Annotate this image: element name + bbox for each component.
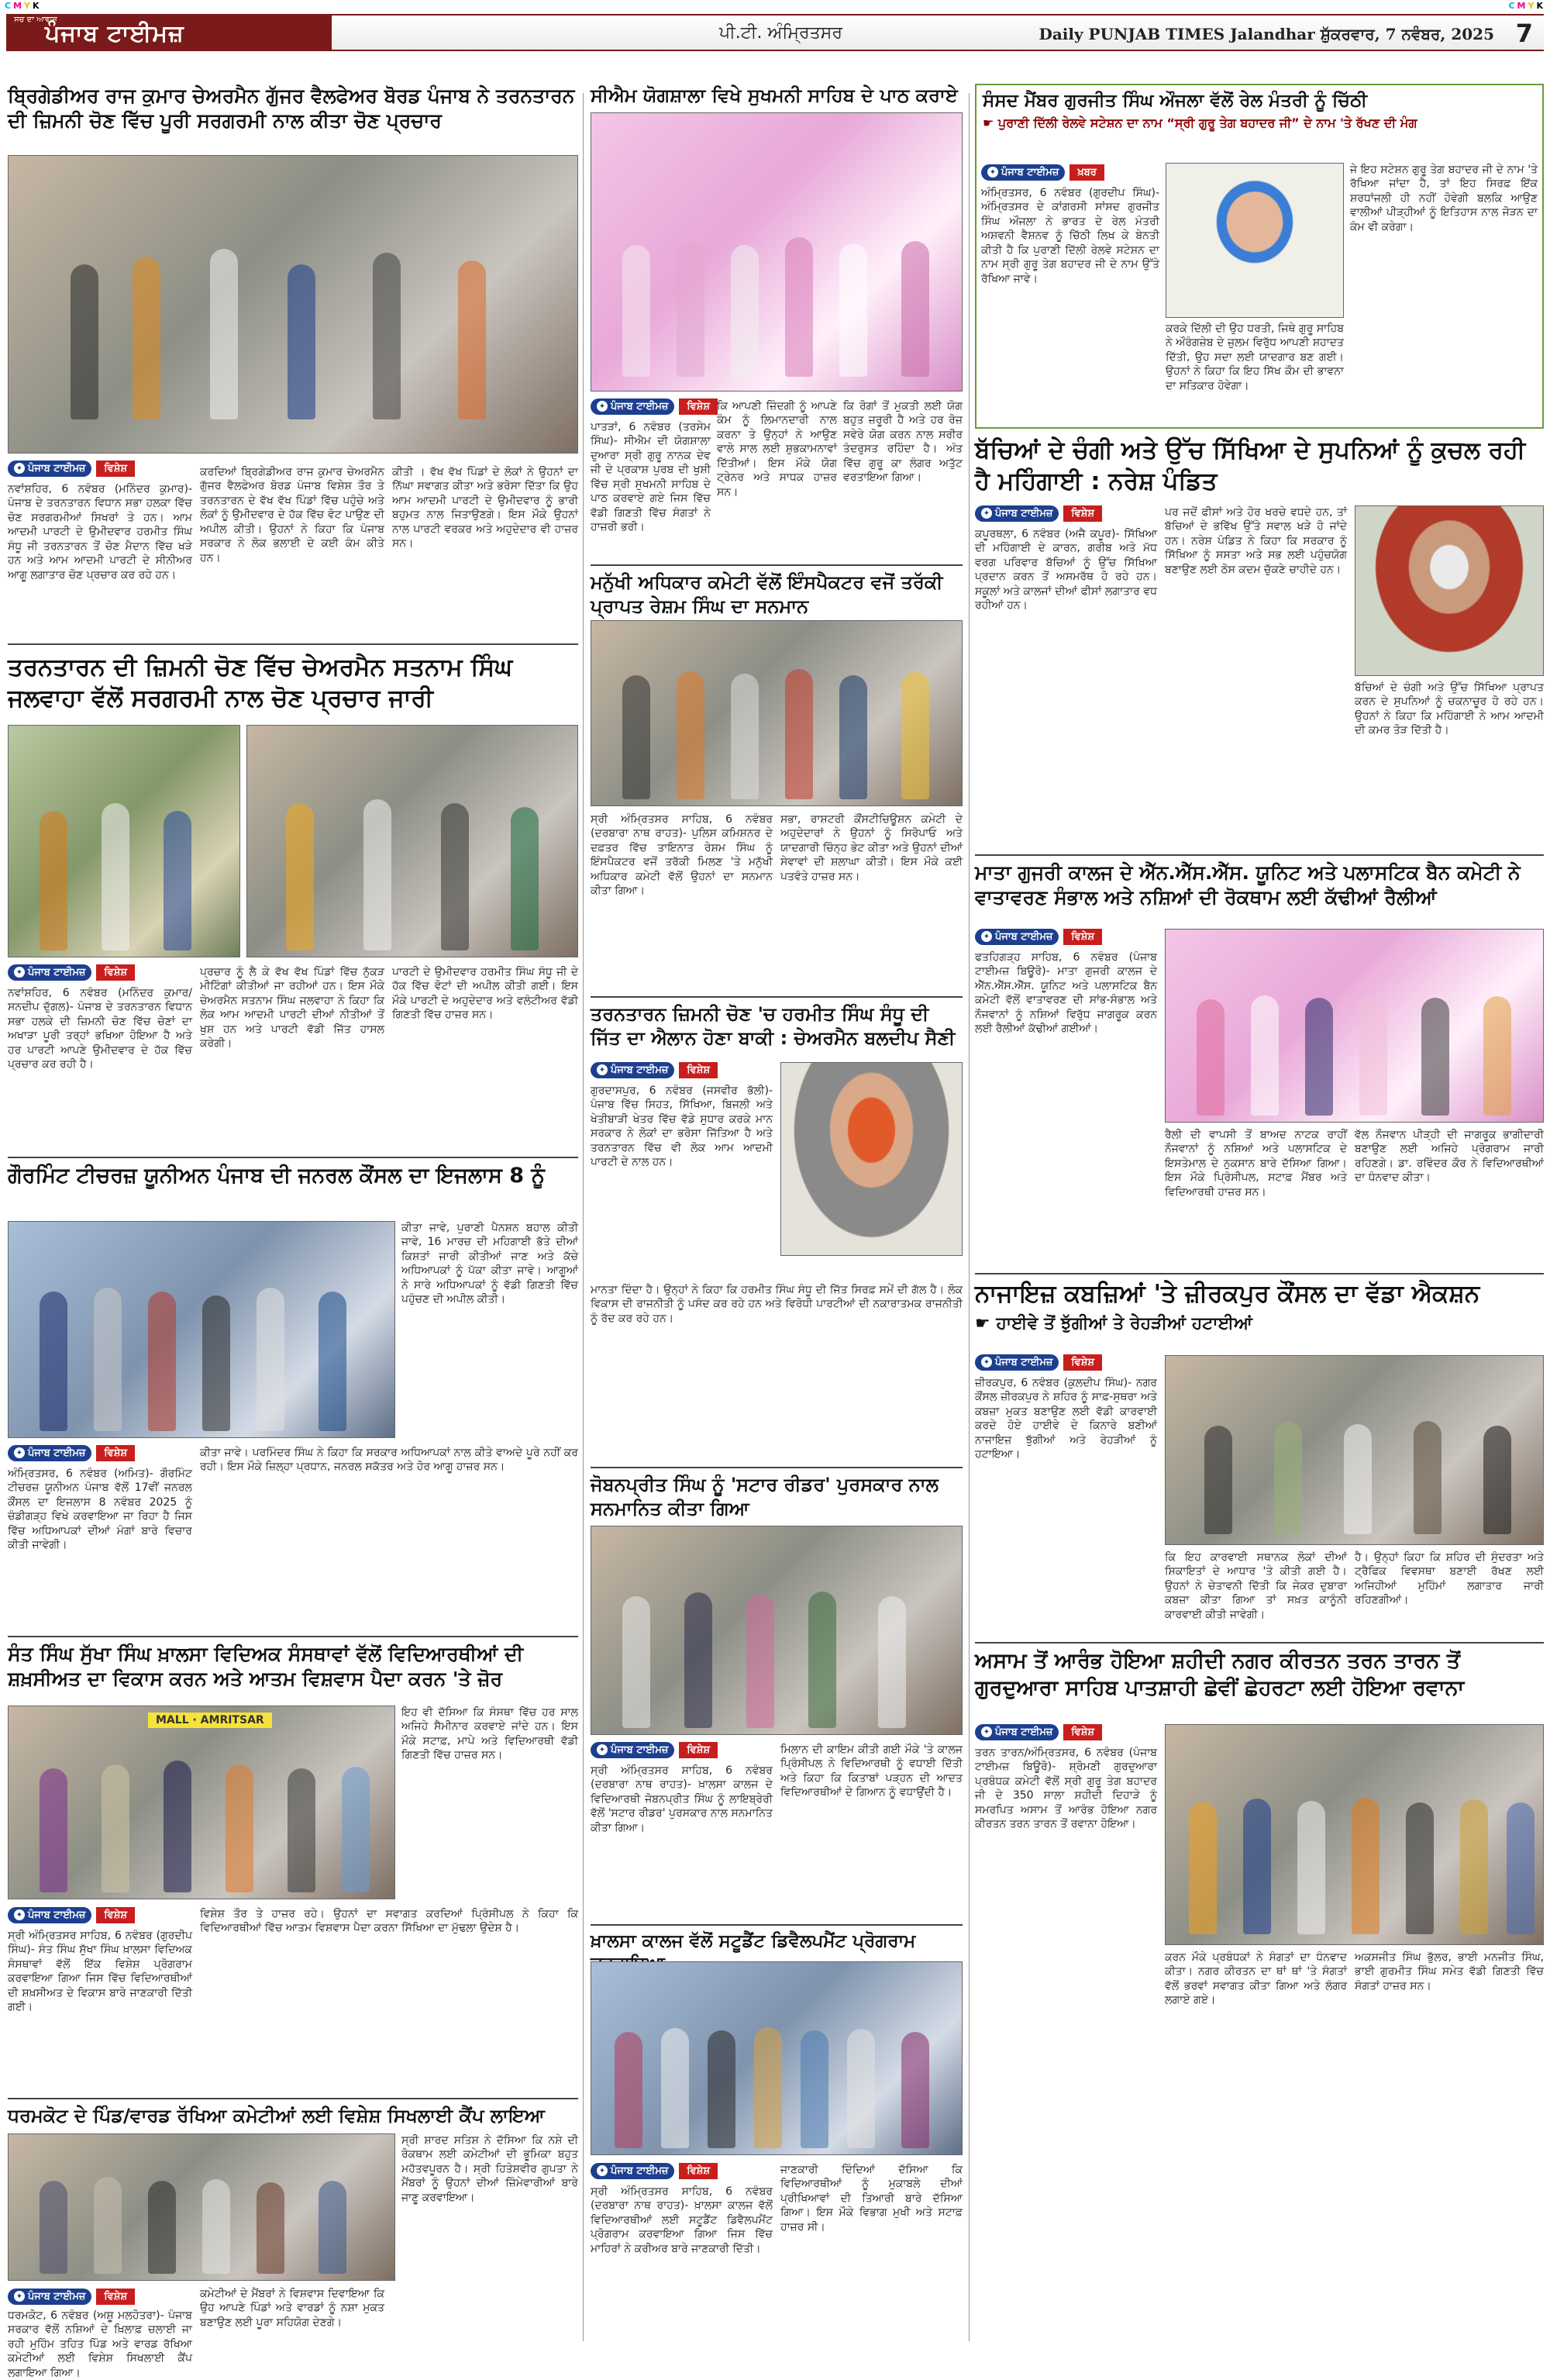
story-photo	[591, 620, 963, 806]
story-body: ਪਾਰਟੀ ਦੇ ਉਮੀਦਵਾਰ ਹਰਮੀਤ ਸਿੰਘ ਸੰਧੂ ਜੀ ਦੇ ਹੱਕ ਵਿੱਚ ਵੋਟਾਂ ਦੀ ਅਪੀਲ ਕੀਤੀ ਗਈ। ਇਸ ਮੌਕੇ ਪਾਰਟੀ ਦੇ ਅਹੁਦੇਦਾਰ ਅਤੇ ਵਲੰਟੀਅਰ ਵੱਡੀ ਗਿਣਤੀ ਵਿੱਚ ਹਾਜ਼ਰ ਸਨ।	[392, 966, 578, 1022]
story-naresh-pandit	[975, 436, 1544, 497]
logo-icon: ✦	[14, 1909, 25, 1920]
headline: ਤਰਨਤਾਰਨ ਦੀ ਜ਼ਿਮਨੀ ਚੋਣ ਵਿੱਚ ਚੇਅਰਮੈਨ ਸਤਨਾਮ ਸਿੰਘ ਜਲਵਾਹਾ ਵੱਲੋਂ ਸਰਗਰਮੀ ਨਾਲ ਚੋਣ ਪ੍ਰਚਾਰ ਜਾਰੀ	[8, 654, 513, 712]
byline	[975, 1353, 1102, 1371]
story-divider	[8, 1636, 578, 1637]
headline: ਖ਼ਾਲਸਾ ਕਾਲਜ ਵੱਲੋਂ ਸਟੂਡੈਂਟ ਡਿਵੈਲਪਮੈਂਟ ਪ੍ਰੋਗਰਾਮ	[591, 1931, 916, 1951]
byline	[591, 1740, 718, 1759]
story-body: ਕਰਕੇ ਦਿੱਲੀ ਦੀ ਉਹ ਧਰਤੀ, ਜਿਥੇ ਗੁਰੂ ਸਾਹਿਬ ਨੇ ਔਰੰਗਜ਼ੇਬ ਦੇ ਜ਼ੁਲਮ ਵਿਰੁੱਧ ਆਪਣੀ ਸ਼ਹਾਦਤ ਦਿੱਤੀ, ਉਹ ਸਦਾ ਲਈ ਯਾਦਗਾਰ ਬਣ ਗਈ। ਉਹਨਾਂ ਨੇ ਕਿਹਾ ਕਿ ਇਹ ਸਿੱਖ ਕੌਮ ਦੀ ਭਾਵਨਾ ਦਾ ਸਤਿਕਾਰ ਹੋਵੇਗਾ।	[1166, 323, 1344, 392]
story-body: ਕਿ ਆਪਣੀ ਜ਼ਿੰਦਗੀ ਨੂੰ ਆਪਣੇ ਕੰਮ ਨੂੰ ਲਿਮਾਨਦਾਰੀ ਨਾਲ ਕਰਨਾ ਤੇ ਉਨ੍ਹਾਂ ਨੇ ਆਉਣ ਵਾਲੇ ਸਾਲ ਲਈ ਸ਼ੁਭਕਾਮਨਾਵਾਂ ਦਿੱਤੀਆਂ। ਇਸ ਮੌਕੇ ਯੋਗ ਟ੍ਰੇਨਰ ਅਤੇ ਸਾਧਕ ਹਾਜ਼ਰ ਸਨ।	[717, 400, 837, 498]
byline-tag: ਵਿਸ਼ੇਸ਼	[1063, 1724, 1102, 1740]
story-body: ਜਾਣਕਾਰੀ ਦਿੰਦਿਆਂ ਦੱਸਿਆ ਕਿ ਵਿਦਿਆਰਥੀਆਂ ਨੂੰ ਮੁਕਾਬਲੇ ਦੀਆਂ ਪ੍ਰੀਖਿਆਵਾਂ ਦੀ ਤਿਆਰੀ ਬਾਰੇ ਦੱਸਿਆ ਗਿਆ। ਇਸ ਮੌਕੇ ਵਿਭਾਗ ਮੁਖੀ ਅਤੇ ਸਟਾਫ਼ ਹਾਜ਼ਰ ਸੀ।	[780, 2164, 963, 2233]
story-photo	[8, 2133, 395, 2281]
story-body: ਸ੍ਰੀ ਸ਼ਾਰਦ ਸਤਿਸ਼ ਨੇ ਦੱਸਿਆ ਕਿ ਨਸ਼ੇ ਦੀ ਰੋਕਥਾਮ ਲਈ ਕਮੇਟੀਆਂ ਦੀ ਭੂਮਿਕਾ ਬਹੁਤ ਮਹੱਤਵਪੂਰਨ ਹੈ। ਸ੍ਰੀ ਹਿਤੇਸ਼ਵੀਰ ਗੁਪਤਾ ਨੇ ਮੈਂਬਰਾਂ ਨੂੰ ਉਹਨਾਂ ਦੀਆਂ ਜ਼ਿੰਮੇਵਾਰੀਆਂ ਬਾਰੇ ਜਾਣੂ ਕਰਵਾਇਆ।	[401, 2134, 578, 2204]
story-body: ਕਿ ਰੋਗਾਂ ਤੋਂ ਮੁਕਤੀ ਲਈ ਯੋਗ ਬਹੁਤ ਜ਼ਰੂਰੀ ਹੈ ਅਤੇ ਹਰ ਰੋਜ਼ ਸਵੇਰੇ ਯੋਗ ਕਰਨ ਨਾਲ ਸਰੀਰ ਤੰਦਰੁਸਤ ਰਹਿੰਦਾ ਹੈ। ਅੰਤ ਵਿੱਚ ਗੁਰੂ ਕਾ ਲੰਗਰ ਅਤੁੱਟ ਵਰਤਾਇਆ ਗਿਆ।	[843, 400, 963, 485]
headline: ਸੰਤ ਸਿੰਘ ਸੁੱਖਾ ਸਿੰਘ ਖ਼ਾਲਸਾ ਵਿਦਿਅਕ ਸੰਸਥਾਵਾਂ ਵੱਲੋਂ ਵਿਦਿਆਰਥੀਆਂ ਦੀ ਸ਼ਖ਼ਸੀਅਤ ਦਾ ਵਿਕਾਸ ਕਰਨ ਅਤੇ ਆਤਮ ਵਿਸ਼ਵਾਸ ਪੈਦਾ ਕਰਨ 'ਤੇ ਜ਼ੋਰ	[8, 1643, 524, 1690]
byline-tag: ਵਿਸ਼ੇਸ਼	[96, 964, 135, 981]
byline-tag: ਵਿਸ਼ੇਸ਼	[1063, 505, 1102, 522]
story-mata-gujri-college	[975, 861, 1544, 910]
page-number: 7	[1515, 19, 1533, 48]
byline	[8, 459, 135, 478]
story-resham-singh	[591, 571, 963, 618]
story-nagar-kirtan	[975, 1648, 1544, 1702]
byline-logo: ✦ ਪੰਜਾਬ ਟਾਈਮਜ਼	[591, 2163, 674, 2179]
headline: ਮਨੁੱਖੀ ਅਧਿਕਾਰ ਕਮੇਟੀ ਵੱਲੋਂ ਇੰਸਪੈਕਟਰ ਵਜੋਂ ਤਰੱਕੀ ਪ੍ਰਾਪਤ ਰੇਸ਼ਮ ਸਿੰਘ ਦਾ ਸਨਮਾਨ	[591, 571, 943, 617]
story-body: ਪ੍ਰਚਾਰ ਨੂੰ ਲੈ ਕੇ ਵੱਖ ਵੱਖ ਪਿੰਡਾਂ ਵਿੱਚ ਨੁੱਕੜ ਮੀਟਿੰਗਾਂ ਕੀਤੀਆਂ ਜਾ ਰਹੀਆਂ ਹਨ। ਇਸ ਮੌਕੇ ਚੇਅਰਮੈਨ ਸਤਨਾਮ ਸਿੰਘ ਜਲਵਾਹਾ ਨੇ ਕਿਹਾ ਕਿ ਲੋਕ ਆਮ ਆਦਮੀ ਪਾਰਟੀ ਦੀਆਂ ਨੀਤੀਆਂ ਤੋਂ ਖੁਸ਼ ਹਨ ਅਤੇ ਪਾਰਟੀ ਵੱਡੀ ਜਿੱਤ ਹਾਸਲ ਕਰੇਗੀ।	[200, 966, 384, 1050]
headline: ਸੰਸਦ ਮੈਂਬਰ ਗੁਰਜੀਤ ਸਿੰਘ ਔਜਲਾ ਵੱਲੋਂ ਰੇਲ ਮੰਤਰੀ ਨੂੰ ਚਿੱਠੀ	[983, 91, 1368, 111]
logo-icon: ✦	[987, 167, 998, 178]
story-body: ਜੇ ਇਹ ਸਟੇਸ਼ਨ ਗੁਰੂ ਤੇਗ ਬਹਾਦਰ ਜੀ ਦੇ ਨਾਮ 'ਤੇ ਰੱਖਿਆ ਜਾਂਦਾ ਹੈ, ਤਾਂ ਇਹ ਸਿਰਫ਼ ਇੱਕ ਸ਼ਰਧਾਂਜਲੀ ਹੀ ਨਹੀਂ ਹੋਵੇਗੀ ਬਲਕਿ ਆਉਣ ਵਾਲੀਆਂ ਪੀੜ੍ਹੀਆਂ ਨੂੰ ਇਤਿਹਾਸ ਨਾਲ ਜੋੜਨ ਦਾ ਕੰਮ ਵੀ ਕਰੇਗਾ।	[1350, 164, 1538, 233]
story-zirakpur-council	[975, 1279, 1544, 1335]
headline: ਧਰਮਕੋਟ ਦੇ ਪਿੰਡ/ਵਾਰਡ ਰੱਖਿਆ ਕਮੇਟੀਆਂ ਲਈ ਵਿਸ਼ੇਸ਼ ਸਿਖਲਾਈ ਕੈਂਪ ਲਾਇਆ	[8, 2105, 545, 2126]
cmyk-mark-left: CMYK	[5, 1, 42, 11]
story-divider	[975, 1642, 1544, 1644]
story-divider	[975, 854, 1544, 856]
byline	[8, 1906, 135, 1924]
story-photo	[246, 725, 578, 957]
column-divider	[583, 93, 584, 2341]
story-photo	[8, 1221, 395, 1438]
masthead-tagline: ਸਚ ਦਾ ਆਵਾਜ਼	[14, 16, 57, 24]
story-body: ਕਪੂਰਥਲਾ, 6 ਨਵੰਬਰ (ਅਜੈ ਕਪੂਰ)- ਸਿੱਖਿਆ ਦੀ ਮਹਿੰਗਾਈ ਦੇ ਕਾਰਨ, ਗਰੀਬ ਅਤੇ ਮੱਧ ਵਰਗ ਪਰਿਵਾਰ ਬੱਚਿਆਂ ਨੂੰ ਉੱਚ ਸਿੱਖਿਆ ਪ੍ਰਦਾਨ ਕਰਨ ਤੋਂ ਅਸਮਰੱਥ ਹੋ ਰਹੇ ਹਨ। ਸਕੂਲਾਂ ਅਤੇ ਕਾਲਜਾਂ ਦੀਆਂ ਫੀਸਾਂ ਲਗਾਤਾਰ ਵਧ ਰਹੀਆਂ ਹਨ।	[975, 528, 1157, 612]
byline	[8, 1444, 135, 1462]
logo-icon: ✦	[597, 2165, 608, 2176]
headline: ਗੌਰਮਿੰਟ ਟੀਚਰਜ਼ ਯੂਨੀਅਨ ਪੰਜਾਬ ਦੀ ਜਨਰਲ ਕੌਂਸਲ ਦਾ ਇਜਲਾਸ 8 ਨੂੰ	[8, 1164, 545, 1188]
story-body: ਨਵਾਂਸ਼ਹਿਰ, 6 ਨਵੰਬਰ (ਮਨਿੰਦਰ ਕੁਮਾਰ)- ਪੰਜਾਬ ਦੇ ਤਰਨਤਾਰਨ ਵਿਧਾਨ ਸਭਾ ਹਲਕਾ ਵਿੱਚ ਚੋਣ ਸਰਗਰਮੀਆਂ ਸਿਖਰਾਂ ਤੇ ਹਨ। ਆਮ ਆਦਮੀ ਪਾਰਟੀ ਦੇ ਉਮੀਦਵਾਰ ਹਰਮੀਤ ਸਿੰਘ ਸੰਧੂ ਜੀ ਤਰਨਤਾਰਨ ਤੋਂ ਚੋਣ ਮੈਦਾਨ ਵਿੱਚ ਖੜੇ ਹਨ ਅਤੇ ਆਮ ਆਦਮੀ ਪਾਰਟੀ ਦੇ ਸੀਨੀਅਰ ਆਗੂ ਲਗਾਤਾਰ ਚੋਣ ਪ੍ਰਚਾਰ ਕਰ ਰਹੇ ਹਨ।	[8, 483, 192, 581]
story-photo	[1165, 929, 1544, 1123]
byline-logo: ✦ ਪੰਜਾਬ ਟਾਈਮਜ਼	[8, 2289, 91, 2305]
story-body: ਮਾਨਤਾ ਦਿੰਦਾ ਹੈ। ਉਨ੍ਹਾਂ ਨੇ ਕਿਹਾ ਕਿ ਹਰਮੀਤ ਸਿੰਘ ਸੰਧੂ ਦੀ ਜਿੱਤ ਸਿਰਫ਼ ਸਮੇਂ ਦੀ ਗੱਲ ਹੈ। ਲੋਕ ਵਿਕਾਸ ਦੀ ਰਾਜਨੀਤੀ ਨੂੰ ਪਸੰਦ ਕਰ ਰਹੇ ਹਨ ਅਤੇ ਵਿਰੋਧੀ ਪਾਰਟੀਆਂ ਦੀ ਨਕਾਰਾਤਮਕ ਰਾਜਨੀਤੀ ਨੂੰ ਰੱਦ ਕਰ ਰਹੇ ਹਨ।	[591, 1284, 963, 1325]
byline-logo: ✦ ਪੰਜਾਬ ਟਾਈਮਜ਼	[8, 1445, 91, 1461]
byline-logo: ✦ ਪੰਜਾਬ ਟਾਈਮਜ਼	[8, 1907, 91, 1923]
registration-strip	[0, 0, 1550, 11]
story-baldeep-saini	[591, 1002, 963, 1050]
masthead	[6, 14, 1544, 51]
byline-logo: ✦ ਪੰਜਾਬ ਟਾਈਮਜ਼	[591, 398, 674, 415]
byline-tag: ਵਿਸ਼ੇਸ਼	[679, 1062, 718, 1078]
story-photo	[8, 155, 578, 454]
story-body: ਨਵਾਂਸ਼ਹਿਰ, 6 ਨਵੰਬਰ (ਮਨਿੰਦਰ ਕੁਮਾਰ/ਸਨਦੀਪ ਦੁੱਗਲ)- ਪੰਜਾਬ ਦੇ ਤਰਨਤਾਰਨ ਵਿਧਾਨ ਸਭਾ ਹਲਕੇ ਦੀ ਜ਼ਿਮਨੀ ਚੋਣ ਵਿੱਚ ਚੋਣਾਂ ਦਾ ਅਖਾੜਾ ਪੂਰੀ ਤਰ੍ਹਾਂ ਭਖਿਆ ਹੋਇਆ ਹੈ ਅਤੇ ਹਰ ਪਾਰਟੀ ਆਪਣੇ ਉਮੀਦਵਾਰ ਦੇ ਹੱਕ ਵਿੱਚ ਪ੍ਰਚਾਰ ਕਰ ਰਹੀ ਹੈ।	[8, 987, 192, 1071]
logo-icon: ✦	[14, 463, 25, 474]
byline	[591, 397, 718, 416]
story-body: ਪਾਤੜਾਂ, 6 ਨਵੰਬਰ (ਤਰਸੇਮ ਸਿੰਘ)- ਸੀਐਮ ਦੀ ਯੋਗਸ਼ਾਲਾ ਦੁਆਰਾ ਸ੍ਰੀ ਗੁਰੂ ਨਾਨਕ ਦੇਵ ਜੀ ਦੇ ਪ੍ਰਕਾਸ਼ ਪੁਰਬ ਦੀ ਖੁਸ਼ੀ ਵਿੱਚ ਸ੍ਰੀ ਸੁਖਮਨੀ ਸਾਹਿਬ ਦੇ ਪਾਠ ਕਰਵਾਏ ਗਏ ਜਿਸ ਵਿੱਚ ਵੱਡੀ ਗਿਣਤੀ ਵਿੱਚ ਸੰਗਤਾਂ ਨੇ ਹਾਜ਼ਰੀ ਭਰੀ।	[591, 421, 711, 534]
masthead-date: Daily PUNJAB TIMES Jalandhar ਸ਼ੁੱਕਰਵਾਰ, 7 ਨਵੰਬਰ, 2025	[1038, 25, 1494, 43]
story-body: ਬੱਚਿਆਂ ਦੇ ਚੰਗੀ ਅਤੇ ਉੱਚ ਸਿੱਖਿਆ ਪ੍ਰਾਪਤ ਕਰਨ ਦੇ ਸੁਪਨਿਆਂ ਨੂੰ ਚਕਨਾਚੂਰ ਹੋ ਰਹੇ ਹਨ। ਉਹਨਾਂ ਨੇ ਕਿਹਾ ਕਿ ਮਹਿੰਗਾਈ ਨੇ ਆਮ ਆਦਮੀ ਦੀ ਕਮਰ ਤੋੜ ਦਿੱਤੀ ਹੈ।	[1355, 681, 1544, 737]
masthead-title: ਪੰਜਾਬ ਟਾਈਮਜ਼	[45, 20, 184, 47]
story-photo	[591, 1961, 963, 2155]
headline: ਅਸਾਮ ਤੋਂ ਆਰੰਭ ਹੋਇਆ ਸ਼ਹੀਦੀ ਨਗਰ ਕੀਰਤਨ ਤਰਨ ਤਾਰਨ ਤੋਂ ਗੁਰਦੁਆਰਾ ਸਾਹਿਬ ਪਾਤਸ਼ਾਹੀ ਛੇਵੀਂ ਛੇਹਰਟਾ ਲਈ ਹੋਇਆ ਰਵਾਨਾ	[975, 1649, 1465, 1700]
story-body: ਸ੍ਰੀ ਅੰਮ੍ਰਿਤਸਰ ਸਾਹਿਬ, 6 ਨਵੰਬਰ (ਦਰਬਾਰਾ ਨਾਥ ਰਾਹਤ)- ਪੁਲਿਸ ਕਮਿਸ਼ਨਰ ਦੇ ਦਫ਼ਤਰ ਵਿੱਚ ਤਾਇਨਾਤ ਰੇਸ਼ਮ ਸਿੰਘ ਨੂੰ ਇੰਸਪੈਕਟਰ ਵਜੋਂ ਤਰੱਕੀ ਮਿਲਣ 'ਤੇ ਮਨੁੱਖੀ ਅਧਿਕਾਰ ਕਮੇਟੀ ਵੱਲੋਂ ਉਹਨਾਂ ਦਾ ਸਨਮਾਨ ਕੀਤਾ ਗਿਆ।	[591, 813, 773, 898]
byline	[981, 163, 1104, 181]
photo-banner: MALL · AMRITSAR	[148, 1713, 272, 1728]
story-body: ਤਰਨ ਤਾਰਨ/ਅੰਮ੍ਰਿਤਸਰ, 6 ਨਵੰਬਰ (ਪੰਜਾਬ ਟਾਈਮਜ਼ ਬਿਊਰੋ)- ਸ਼੍ਰੋਮਣੀ ਗੁਰਦੁਆਰਾ ਪ੍ਰਬੰਧਕ ਕਮੇਟੀ ਵੱਲੋਂ ਸ੍ਰੀ ਗੁਰੂ ਤੇਗ ਬਹਾਦਰ ਜੀ ਦੇ 350 ਸਾਲਾ ਸ਼ਹੀਦੀ ਦਿਹਾੜੇ ਨੂੰ ਸਮਰਪਿਤ ਅਸਾਮ ਤੋਂ ਆਰੰਭ ਹੋਇਆ ਨਗਰ ਕੀਰਤਨ ਤਰਨ ਤਾਰਨ ਤੋਂ ਰਵਾਨਾ ਹੋਇਆ।	[975, 1747, 1157, 1831]
story-brigadier-raj-kumar	[8, 84, 578, 133]
story-star-reader	[591, 1473, 963, 1520]
story-divider	[8, 1157, 578, 1158]
byline	[591, 2161, 718, 2180]
byline-logo: ✦ ਪੰਜਾਬ ਟਾਈਮਜ਼	[975, 1354, 1059, 1371]
story-body: ਸਭਾ, ਰਾਸ਼ਟਰੀ ਕੌਂਸਟੀਚਿਊਸ਼ਨ ਕਮੇਟੀ ਦੇ ਅਹੁਦੇਦਾਰਾਂ ਨੇ ਉਹਨਾਂ ਨੂੰ ਸਿਰੋਪਾਓ ਅਤੇ ਯਾਦਗਾਰੀ ਚਿੰਨ੍ਹ ਭੇਟ ਕੀਤਾ ਅਤੇ ਉਹਨਾਂ ਦੀਆਂ ਸੇਵਾਵਾਂ ਦੀ ਸ਼ਲਾਘਾ ਕੀਤੀ। ਇਸ ਮੌਕੇ ਕਈ ਪਤਵੰਤੇ ਹਾਜ਼ਰ ਸਨ।	[780, 813, 963, 883]
headline: ਨਾਜਾਇਜ਼ ਕਬਜ਼ਿਆਂ 'ਤੇ ਜ਼ੀਰਕਪੁਰ ਕੌਂਸਲ ਦਾ ਵੱਡਾ ਐਕਸ਼ਨ	[975, 1280, 1480, 1308]
byline-tag: ਖ਼ਬਰ	[1070, 164, 1104, 181]
story-divider	[8, 2098, 578, 2099]
story-satnam-singh-jalwaha	[8, 653, 578, 714]
logo-icon: ✦	[14, 2291, 25, 2302]
story-body: ਕੀਤਾ ਜਾਵੇ। ਪਰਮਿੰਦਰ ਸਿੰਘ ਨੇ ਕਿਹਾ ਕਿ ਸਰਕਾਰ ਅਧਿਆਪਕਾਂ ਨਾਲ ਕੀਤੇ ਵਾਅਦੇ ਪੂਰੇ ਨਹੀਂ ਕਰ ਰਹੀ। ਇਸ ਮੌਕੇ ਜ਼ਿਲ੍ਹਾ ਪ੍ਰਧਾਨ, ਜਨਰਲ ਸਕੱਤਰ ਅਤੇ ਹੋਰ ਆਗੂ ਹਾਜ਼ਰ ਸਨ।	[200, 1447, 578, 1474]
story-body: ਵੱਲ ਨੌਜਵਾਨ ਪੀੜ੍ਹੀ ਦੀ ਜਾਗਰੂਕ ਭਾਗੀਦਾਰੀ ਬਣਾਉਣ ਲਈ ਅਜਿਹੇ ਪ੍ਰੋਗਰਾਮ ਜਾਰੀ ਰਹਿਣਗੇ। ਡਾ. ਰਵਿੰਦਰ ਕੌਰ ਨੇ ਵਿਦਿਆਰਥੀਆਂ ਦਾ ਧੰਨਵਾਦ ਕੀਤਾ।	[1355, 1129, 1544, 1185]
story-body: ਗੁਰਦਾਸਪੁਰ, 6 ਨਵੰਬਰ (ਜਸਵੀਰ ਭੱਲੀ)- ਪੰਜਾਬ ਵਿੱਚ ਸਿਹਤ, ਸਿੱਖਿਆ, ਬਿਜਲੀ ਅਤੇ ਖੇਤੀਬਾੜੀ ਖੇਤਰ ਵਿੱਚ ਵੱਡੇ ਸੁਧਾਰ ਕਰਕੇ ਮਾਨ ਸਰਕਾਰ ਨੇ ਲੋਕਾਂ ਦਾ ਭਰੋਸਾ ਜਿੱਤਿਆ ਹੈ ਅਤੇ ਤਰਨਤਾਰਨ ਵਿੱਚ ਵੀ ਲੋਕ ਆਮ ਆਦਮੀ ਪਾਰਟੀ ਦੇ ਨਾਲ ਹਨ।	[591, 1085, 773, 1169]
story-body: ਸ੍ਰੀ ਅੰਮ੍ਰਿਤਸਰ ਸਾਹਿਬ, 6 ਨਵੰਬਰ (ਦਰਬਾਰਾ ਨਾਥ ਰਾਹਤ)- ਖ਼ਾਲਸਾ ਕਾਲਜ ਵੱਲੋਂ ਵਿਦਿਆਰਥੀਆਂ ਲਈ ਸਟੂਡੈਂਟ ਡਿਵੈਲਪਮੈਂਟ ਪ੍ਰੋਗਰਾਮ ਕਰਵਾਇਆ ਗਿਆ ਜਿਸ ਵਿੱਚ ਮਾਹਿਰਾਂ ਨੇ ਕਰੀਅਰ ਬਾਰੇ ਜਾਣਕਾਰੀ ਦਿੱਤੀ।	[591, 2185, 773, 2255]
logo-icon: ✦	[981, 1726, 992, 1737]
byline-logo: ✦ ਪੰਜਾਬ ਟਾਈਮਜ਼	[591, 1742, 674, 1758]
story-body: ਇਹ ਵੀ ਦੱਸਿਆ ਕਿ ਸੰਸਥਾ ਵਿੱਚ ਹਰ ਸਾਲ ਅਜਿਹੇ ਸੈਮੀਨਾਰ ਕਰਵਾਏ ਜਾਂਦੇ ਹਨ। ਇਸ ਮੌਕੇ ਸਟਾਫ਼, ਮਾਪੇ ਅਤੇ ਵਿਦਿਆਰਥੀ ਵੱਡੀ ਗਿਣਤੀ ਵਿੱਚ ਹਾਜ਼ਰ ਸਨ।	[401, 1706, 578, 1762]
byline-tag: ਵਿਸ਼ੇਸ਼	[96, 460, 135, 477]
story-divider	[8, 643, 578, 645]
story-photo	[8, 1706, 395, 1899]
column-divider	[969, 93, 970, 2341]
story-body: ਮਿਲਾਨ ਦੀ ਕਾਇਮ ਕੀਤੀ ਗਈ ਮੌਕੇ 'ਤੇ ਕਾਲਜ ਪ੍ਰਿੰਸੀਪਲ ਨੇ ਵਿਦਿਆਰਥੀ ਨੂੰ ਵਧਾਈ ਦਿੱਤੀ ਅਤੇ ਕਿਹਾ ਕਿ ਕਿਤਾਬਾਂ ਪੜ੍ਹਨ ਦੀ ਆਦਤ ਵਿਦਿਆਰਥੀਆਂ ਦੇ ਗਿਆਨ ਨੂੰ ਵਧਾਉਂਦੀ ਹੈ।	[780, 1744, 963, 1799]
logo-icon: ✦	[981, 931, 992, 942]
byline	[591, 1061, 718, 1079]
story-divider	[591, 564, 963, 566]
logo-icon: ✦	[981, 1357, 992, 1368]
byline	[975, 504, 1102, 523]
story-body: ਸ੍ਰੀ ਅੰਮ੍ਰਿਤਸਰ ਸਾਹਿਬ, 6 ਨਵੰਬਰ (ਗੁਰਦੀਪ ਸਿੰਘ)- ਸੰਤ ਸਿੰਘ ਸੁੱਖਾ ਸਿੰਘ ਖ਼ਾਲਸਾ ਵਿਦਿਅਕ ਸੰਸਥਾਵਾਂ ਵੱਲੋਂ ਇੱਕ ਵਿਸ਼ੇਸ਼ ਪ੍ਰੋਗਰਾਮ ਕਰਵਾਇਆ ਗਿਆ ਜਿਸ ਵਿੱਚ ਵਿਦਿਆਰਥੀਆਂ ਦੀ ਸ਼ਖ਼ਸੀਅਤ ਦੇ ਵਿਕਾਸ ਬਾਰੇ ਜਾਣਕਾਰੀ ਦਿੱਤੀ ਗਈ।	[8, 1930, 192, 2014]
story-body: ਕੀਤੀ । ਵੱਖ ਵੱਖ ਪਿੰਡਾਂ ਦੇ ਲੋਕਾਂ ਨੇ ਉਹਨਾਂ ਦਾ ਨਿੱਘਾ ਸਵਾਗਤ ਕੀਤਾ ਅਤੇ ਭਰੋਸਾ ਦਿੱਤਾ ਕਿ ਉਹ ਆਮ ਆਦਮੀ ਪਾਰਟੀ ਦੇ ਉਮੀਦਵਾਰ ਨੂੰ ਭਾਰੀ ਬਹੁਮਤ ਨਾਲ ਜਿਤਾਉਣਗੇ। ਇਸ ਮੌਕੇ ਉਹਨਾਂ ਨਾਲ ਪਾਰਟੀ ਵਰਕਰ ਅਤੇ ਅਹੁਦੇਦਾਰ ਵੀ ਹਾਜ਼ਰ ਸਨ।	[392, 466, 578, 550]
story-dharamkot-camp	[8, 2104, 578, 2128]
story-body: ਅਕਸਜੀਤ ਸਿੰਘ ਭੁੱਲਰ, ਭਾਈ ਮਨਜੀਤ ਸਿੰਘ, ਭਾਈ ਗੁਰਮੀਤ ਸਿੰਘ ਸਮੇਤ ਵੱਡੀ ਗਿਣਤੀ ਵਿੱਚ ਸੰਗਤਾਂ ਹਾਜ਼ਰ ਸਨ।	[1355, 1951, 1544, 1992]
logo-icon: ✦	[597, 1744, 608, 1755]
subheadline: ☛ ਪੁਰਾਣੀ ਦਿੱਲੀ ਰੇਲਵੇ ਸਟੇਸ਼ਨ ਦਾ ਨਾਮ “ਸ੍ਰੀ ਗੁਰੂ ਤੇਗ ਬਹਾਦਰ ਜੀ” ਦੇ ਨਾਮ 'ਤੇ ਰੱਖਣ ਦੀ ਮੰਗ	[983, 116, 1417, 131]
story-body: ਧਰਮਕੋਟ, 6 ਨਵੰਬਰ (ਅਸ਼ੂ ਮਲਹੋਤਰਾ)- ਪੰਜਾਬ ਸਰਕਾਰ ਵੱਲੋਂ ਨਸ਼ਿਆਂ ਦੇ ਖ਼ਿਲਾਫ਼ ਚਲਾਈ ਜਾ ਰਹੀ ਮੁਹਿੰਮ ਤਹਿਤ ਪਿੰਡ ਅਤੇ ਵਾਰਡ ਰੱਖਿਆ ਕਮੇਟੀਆਂ ਲਈ ਵਿਸ਼ੇਸ਼ ਸਿਖਲਾਈ ਕੈਂਪ ਲਗਾਇਆ ਗਿਆ।	[8, 2309, 192, 2379]
story-body: ਕਰਨ ਮੌਕੇ ਪ੍ਰਬੰਧਕਾਂ ਨੇ ਸੰਗਤਾਂ ਦਾ ਧੰਨਵਾਦ ਕੀਤਾ। ਨਗਰ ਕੀਰਤਨ ਦਾ ਥਾਂ ਥਾਂ 'ਤੇ ਸੰਗਤਾਂ ਵੱਲੋਂ ਭਰਵਾਂ ਸਵਾਗਤ ਕੀਤਾ ਗਿਆ ਅਤੇ ਲੰਗਰ ਲਗਾਏ ਗਏ।	[1165, 1951, 1347, 2007]
byline-logo: ✦ ਪੰਜਾਬ ਟਾਈਮਜ਼	[8, 964, 91, 981]
logo-icon: ✦	[981, 508, 992, 519]
story-divider	[975, 1273, 1544, 1275]
story-photo	[8, 725, 240, 957]
byline	[975, 927, 1102, 946]
headline: ਜੋਬਨਪ੍ਰੀਤ ਸਿੰਘ ਨੂੰ 'ਸਟਾਰ ਰੀਡਰ' ਪੁਰਸਕਾਰ ਨਾਲ ਸਨਮਾਨਿਤ ਕੀਤਾ ਗਿਆ	[591, 1474, 939, 1519]
byline-logo: ✦ ਪੰਜਾਬ ਟਾਈਮਜ਼	[975, 505, 1059, 522]
byline-tag: ਵਿਸ਼ੇਸ਼	[96, 2289, 135, 2305]
logo-icon: ✦	[14, 1447, 25, 1458]
logo-icon: ✦	[14, 967, 25, 978]
byline-logo: ✦ ਪੰਜਾਬ ਟਾਈਮਜ਼	[975, 1724, 1059, 1740]
masthead-bar	[332, 14, 1544, 51]
byline	[975, 1723, 1102, 1741]
story-cm-yogshala	[591, 84, 963, 108]
headline: ਸੀਐਮ ਯੋਗਸ਼ਾਲਾ ਵਿਖੇ ਸੁਖਮਨੀ ਸਾਹਿਬ ਦੇ ਪਾਠ ਕਰਾਏ	[591, 85, 958, 106]
headline: ਮਾਤਾ ਗੁਜਰੀ ਕਾਲਜ ਦੇ ਐੱਨ.ਐੱਸ.ਐੱਸ. ਯੂਨਿਟ ਅਤੇ ਪਲਾਸਟਿਕ ਬੈਨ ਕਮੇਟੀ ਨੇ ਵਾਤਾਵਰਣ ਸੰਭਾਲ ਅਤੇ ਨਸ਼ਿਆਂ ਦੀ ਰੋਕਥਾਮ ਲਈ ਕੱਢੀਆਂ ਰੈਲੀਆਂ	[975, 861, 1521, 909]
headline: ਤਰਨਤਾਰਨ ਜ਼ਿਮਨੀ ਚੋਣ 'ਚ ਹਰਮੀਤ ਸਿੰਘ ਸੰਧੂ ਦੀ ਜਿੱਤ ਦਾ ਐਲਾਨ ਹੋਣਾ ਬਾਕੀ : ਚੇਅਰਮੈਨ ਬਲਦੀਪ ਸੈਣੀ	[591, 1003, 956, 1049]
story-photo	[591, 1526, 963, 1735]
story-body: ਪਰ ਜਦੋਂ ਫੀਸਾਂ ਅਤੇ ਹੋਰ ਖਰਚੇ ਵਧਦੇ ਹਨ, ਤਾਂ ਬੱਚਿਆਂ ਦੇ ਭਵਿੱਖ ਉੱਤੇ ਸਵਾਲ ਖੜੇ ਹੋ ਜਾਂਦੇ ਹਨ। ਨਰੇਸ਼ ਪੰਡਿਤ ਨੇ ਕਿਹਾ ਕਿ ਸਰਕਾਰ ਨੂੰ ਸਿੱਖਿਆ ਨੂੰ ਸਸਤਾ ਅਤੇ ਸਭ ਲਈ ਪਹੁੰਚਯੋਗ ਬਣਾਉਣ ਲਈ ਠੋਸ ਕਦਮ ਚੁੱਕਣੇ ਚਾਹੀਦੇ ਹਨ।	[1165, 506, 1347, 576]
story-photo	[1165, 1724, 1544, 1945]
story-body: ਕੀਤਾ ਜਾਵੇ, ਪੁਰਾਣੀ ਪੈਨਸ਼ਨ ਬਹਾਲ ਕੀਤੀ ਜਾਵੇ, 16 ਮਾਰਚ ਦੀ ਮਹਿਗਾਈ ਭੱਤੇ ਦੀਆਂ ਕਿਸ਼ਤਾਂ ਜਾਰੀ ਕੀਤੀਆਂ ਜਾਣ ਅਤੇ ਕੱਚੇ ਅਧਿਆਪਕਾਂ ਨੂੰ ਪੱਕਾ ਕੀਤਾ ਜਾਵੇ। ਆਗੂਆਂ ਨੇ ਸਾਰੇ ਅਧਿਆਪਕਾਂ ਨੂੰ ਵੱਡੀ ਗਿਣਤੀ ਵਿੱਚ ਪਹੁੰਚਣ ਦੀ ਅਪੀਲ ਕੀਤੀ।	[401, 1222, 578, 1306]
byline-logo: ✦ ਪੰਜਾਬ ਟਾਈਮਜ਼	[981, 164, 1065, 181]
story-divider	[591, 1467, 963, 1468]
logo-icon: ✦	[597, 401, 608, 412]
story-divider	[591, 996, 963, 998]
story-divider	[591, 1924, 963, 1926]
byline-tag: ਵਿਸ਼ੇਸ਼	[679, 1742, 718, 1758]
headline: ਬ੍ਰਿਗੇਡੀਅਰ ਰਾਜ ਕੁਮਾਰ ਚੇਅਰਮੈਨ ਗੁੱਜਰ ਵੈਲਫੇਅਰ ਬੋਰਡ ਪੰਜਾਬ ਨੇ ਤਰਨਤਾਰਨ ਦੀ ਜ਼ਿਮਨੀ ਚੋਣ ਵਿੱਚ ਪੂਰੀ ਸਰਗਰਮੀ ਨਾਲ ਕੀਤਾ ਚੋਣ ਪ੍ਰਚਾਰ	[8, 85, 575, 132]
story-body: ਅੰਮ੍ਰਿਤਸਰ, 6 ਨਵੰਬਰ (ਗੁਰਦੀਪ ਸਿੰਘ)- ਅੰਮ੍ਰਿਤਸਰ ਦੇ ਕਾਂਗਰਸੀ ਸਾਂਸਦ ਗੁਰਜੀਤ ਸਿੰਘ ਔਜਲਾ ਨੇ ਭਾਰਤ ਦੇ ਰੇਲ ਮੰਤਰੀ ਅਸ਼ਵਨੀ ਵੈਸ਼ਨਵ ਨੂੰ ਚਿੱਠੀ ਲਿਖ ਕੇ ਬੇਨਤੀ ਕੀਤੀ ਹੈ ਕਿ ਪੁਰਾਣੀ ਦਿੱਲੀ ਰੇਲਵੇ ਸਟੇਸ਼ਨ ਦਾ ਨਾਮ ਸ੍ਰੀ ਗੁਰੂ ਤੇਗ ਬਹਾਦਰ ਜੀ ਦੇ ਨਾਮ ਉੱਤੇ ਰੱਖਿਆ ਜਾਵੇ।	[981, 187, 1159, 285]
byline	[8, 963, 135, 981]
byline-logo: ✦ ਪੰਜਾਬ ਟਾਈਮਜ਼	[975, 929, 1059, 945]
byline-tag: ਵਿਸ਼ੇਸ਼	[96, 1445, 135, 1461]
portrait-photo	[1166, 163, 1344, 318]
story-body: ਵਿਸ਼ੇਸ਼ ਤੌਰ ਤੇ ਹਾਜ਼ਰ ਰਹੇ। ਉਹਨਾਂ ਦਾ ਸਵਾਗਤ ਕਰਦਿਆਂ ਪ੍ਰਿੰਸੀਪਲ ਨੇ ਕਿਹਾ ਕਿ ਵਿਦਿਆਰਥੀਆਂ ਵਿੱਚ ਆਤਮ ਵਿਸ਼ਵਾਸ ਪੈਦਾ ਕਰਨਾ ਸਿੱਖਿਆ ਦਾ ਮੁੱਢਲਾ ਉਦੇਸ਼ ਹੈ।	[200, 1908, 578, 1935]
story-body: ਫਤਹਿਗੜ੍ਹ ਸਾਹਿਬ, 6 ਨਵੰਬਰ (ਪੰਜਾਬ ਟਾਈਮਜ਼ ਬਿਊਰੋ)- ਮਾਤਾ ਗੁਜਰੀ ਕਾਲਜ ਦੇ ਐੱਨ.ਐੱਸ.ਐੱਸ. ਯੂਨਿਟ ਅਤੇ ਪਲਾਸਟਿਕ ਬੈਨ ਕਮੇਟੀ ਵੱਲੋਂ ਵਾਤਾਵਰਣ ਦੀ ਸਾਂਭ-ਸੰਭਾਲ ਅਤੇ ਨੌਜਵਾਨਾਂ ਨੂੰ ਨਸ਼ਿਆਂ ਵਿਰੁੱਧ ਜਾਗਰੂਕ ਕਰਨ ਲਈ ਰੈਲੀਆਂ ਕੱਢੀਆਂ ਗਈਆਂ।	[975, 951, 1157, 1036]
story-body: ਜ਼ੀਰਕਪੁਰ, 6 ਨਵੰਬਰ (ਕੁਲਦੀਪ ਸਿੰਘ)- ਨਗਰ ਕੌਂਸਲ ਜ਼ੀਰਕਪੁਰ ਨੇ ਸ਼ਹਿਰ ਨੂੰ ਸਾਫ਼-ਸੁਥਰਾ ਅਤੇ ਕਬਜ਼ਾ ਮੁਕਤ ਬਣਾਉਣ ਲਈ ਵੱਡੀ ਕਾਰਵਾਈ ਕਰਦੇ ਹੋਏ ਹਾਈਵੇ ਦੇ ਕਿਨਾਰੇ ਬਣੀਆਂ ਨਾਜਾਇਜ਼ ਝੁੱਗੀਆਂ ਅਤੇ ਰੇਹੜੀਆਂ ਨੂੰ ਹਟਾਇਆ।	[975, 1377, 1157, 1461]
subheadline: ☛ ਹਾਈਵੇ ਤੋਂ ਝੁੱਗੀਆਂ ਤੇ ਰੇਹੜੀਆਂ ਹਟਾਈਆਂ	[975, 1313, 1253, 1333]
story-body: ਕਿ ਇਹ ਕਾਰਵਾਈ ਸਥਾਨਕ ਲੋਕਾਂ ਦੀਆਂ ਸ਼ਿਕਾਇਤਾਂ ਦੇ ਆਧਾਰ 'ਤੇ ਕੀਤੀ ਗਈ ਹੈ। ਉਹਨਾਂ ਨੇ ਚੇਤਾਵਨੀ ਦਿੱਤੀ ਕਿ ਜੇਕਰ ਦੁਬਾਰਾ ਕਬਜ਼ਾ ਕੀਤਾ ਗਿਆ ਤਾਂ ਸਖ਼ਤ ਕਾਨੂੰਨੀ ਕਾਰਵਾਈ ਕੀਤੀ ਜਾਵੇਗੀ।	[1165, 1551, 1347, 1621]
byline-tag: ਵਿਸ਼ੇਸ਼	[96, 1907, 135, 1923]
masthead-section: ਪੀ.ਟੀ. ਅੰਮ੍ਰਿਤਸਰ	[719, 23, 843, 43]
byline-logo: ✦ ਪੰਜਾਬ ਟਾਈਮਜ਼	[591, 1062, 674, 1078]
byline-tag: ਵਿਸ਼ੇਸ਼	[1063, 929, 1102, 945]
portrait-photo	[1355, 505, 1544, 676]
story-teachers-union	[8, 1163, 578, 1190]
story-body: ਅੰਮ੍ਰਿਤਸਰ, 6 ਨਵੰਬਰ (ਅਮਿਤ)- ਗੌਰਮਿੰਟ ਟੀਚਰਜ਼ ਯੂਨੀਅਨ ਪੰਜਾਬ ਵੱਲੋਂ 17ਵੀਂ ਜਨਰਲ ਕੌਂਸਲ ਦਾ ਇਜਲਾਸ 8 ਨਵੰਬਰ 2025 ਨੂੰ ਚੰਡੀਗੜ੍ਹ ਵਿਖੇ ਕਰਵਾਇਆ ਜਾ ਰਿਹਾ ਹੈ ਜਿਸ ਵਿੱਚ ਅਧਿਆਪਕਾਂ ਦੀਆਂ ਮੰਗਾਂ ਬਾਰੇ ਵਿਚਾਰ ਕੀਤੀ ਜਾਵੇਗੀ।	[8, 1468, 192, 1552]
story-body: ਹੈ। ਉਨ੍ਹਾਂ ਕਿਹਾ ਕਿ ਸ਼ਹਿਰ ਦੀ ਸੁੰਦਰਤਾ ਅਤੇ ਟ੍ਰੈਫਿਕ ਵਿਵਸਥਾ ਬਣਾਈ ਰੱਖਣ ਲਈ ਅਜਿਹੀਆਂ ਮੁਹਿੰਮਾਂ ਲਗਾਤਾਰ ਜਾਰੀ ਰਹਿਣਗੀਆਂ।	[1355, 1551, 1544, 1607]
portrait-photo	[780, 1062, 963, 1256]
byline-tag: ਵਿਸ਼ੇਸ਼	[679, 398, 718, 415]
byline-logo: ✦ ਪੰਜਾਬ ਟਾਈਮਜ਼	[8, 460, 91, 477]
story-body: ਰੈਲੀ ਦੀ ਵਾਪਸੀ ਤੋਂ ਬਾਅਦ ਨਾਟਕ ਰਾਹੀਂ ਨੌਜਵਾਨਾਂ ਨੂੰ ਨਸ਼ਿਆਂ ਅਤੇ ਪਲਾਸਟਿਕ ਦੇ ਇਸਤੇਮਾਲ ਦੇ ਨੁਕਸਾਨ ਬਾਰੇ ਦੱਸਿਆ ਗਿਆ। ਇਸ ਮੌਕੇ ਪ੍ਰਿੰਸੀਪਲ, ਸਟਾਫ਼ ਮੈਂਬਰ ਅਤੇ ਵਿਦਿਆਰਥੀ ਹਾਜ਼ਰ ਸਨ।	[1165, 1129, 1347, 1199]
story-body: ਸ੍ਰੀ ਅੰਮ੍ਰਿਤਸਰ ਸਾਹਿਬ, 6 ਨਵੰਬਰ (ਦਰਬਾਰਾ ਨਾਥ ਰਾਹਤ)- ਖ਼ਾਲਸਾ ਕਾਲਜ ਦੇ ਵਿਦਿਆਰਥੀ ਜੋਬਨਪ੍ਰੀਤ ਸਿੰਘ ਨੂੰ ਲਾਇਬ੍ਰੇਰੀ ਵੱਲੋਂ 'ਸਟਾਰ ਰੀਡਰ' ਪੁਰਸਕਾਰ ਨਾਲ ਸਨਮਾਨਿਤ ਕੀਤਾ ਗਿਆ।	[591, 1764, 773, 1834]
story-photo	[1165, 1355, 1544, 1545]
story-sant-singh-sukha-singh	[8, 1642, 578, 1692]
logo-icon: ✦	[597, 1064, 608, 1075]
headline: ਬੱਚਿਆਂ ਦੇ ਚੰਗੀ ਅਤੇ ਉੱਚ ਸਿੱਖਿਆ ਦੇ ਸੁਪਨਿਆਂ ਨੂੰ ਕੁਚਲ ਰਹੀ ਹੈ ਮਹਿੰਗਾਈ : ਨਰੇਸ਼ ਪੰਡਿਤ	[975, 436, 1526, 495]
story-body: ਕਮੇਟੀਆਂ ਦੇ ਮੈਂਬਰਾਂ ਨੇ ਵਿਸ਼ਵਾਸ ਦਿਵਾਇਆ ਕਿ ਉਹ ਆਪਣੇ ਪਿੰਡਾਂ ਅਤੇ ਵਾਰਡਾਂ ਨੂੰ ਨਸ਼ਾ ਮੁਕਤ ਬਣਾਉਣ ਲਈ ਪੂਰਾ ਸਹਿਯੋਗ ਦੇਣਗੇ।	[200, 2288, 384, 2329]
masthead-logo-block	[6, 14, 332, 51]
byline-tag: ਵਿਸ਼ੇਸ਼	[1063, 1354, 1102, 1371]
cmyk-mark-right: CMYK	[1508, 1, 1545, 11]
story-photo	[591, 112, 963, 391]
story-body: ਕਰਦਿਆਂ ਬ੍ਰਿਗੇਡੀਅਰ ਰਾਜ ਕੁਮਾਰ ਚੇਅਰਮੈਨ ਗੁੱਜਰ ਵੈਲਫੇਅਰ ਬੋਰਡ ਪੰਜਾਬ ਵਿਸ਼ੇਸ਼ ਤੌਰ ਤੇ ਤਰਨਤਾਰਨ ਦੇ ਵੱਖ ਵੱਖ ਪਿੰਡਾਂ ਵਿੱਚ ਪਹੁੰਚੇ ਅਤੇ ਲੋਕਾਂ ਨੂੰ ਉਮੀਦਵਾਰ ਦੇ ਹੱਕ ਵਿੱਚ ਵੋਟ ਪਾਉਣ ਦੀ ਅਪੀਲ ਕੀਤੀ। ਉਹਨਾਂ ਨੇ ਕਿਹਾ ਕਿ ਪੰਜਾਬ ਸਰਕਾਰ ਨੇ ਲੋਕ ਭਲਾਈ ਦੇ ਕਈ ਕੰਮ ਕੀਤੇ ਹਨ।	[200, 466, 384, 564]
byline-tag: ਵਿਸ਼ੇਸ਼	[679, 2163, 718, 2179]
byline	[8, 2287, 135, 2306]
